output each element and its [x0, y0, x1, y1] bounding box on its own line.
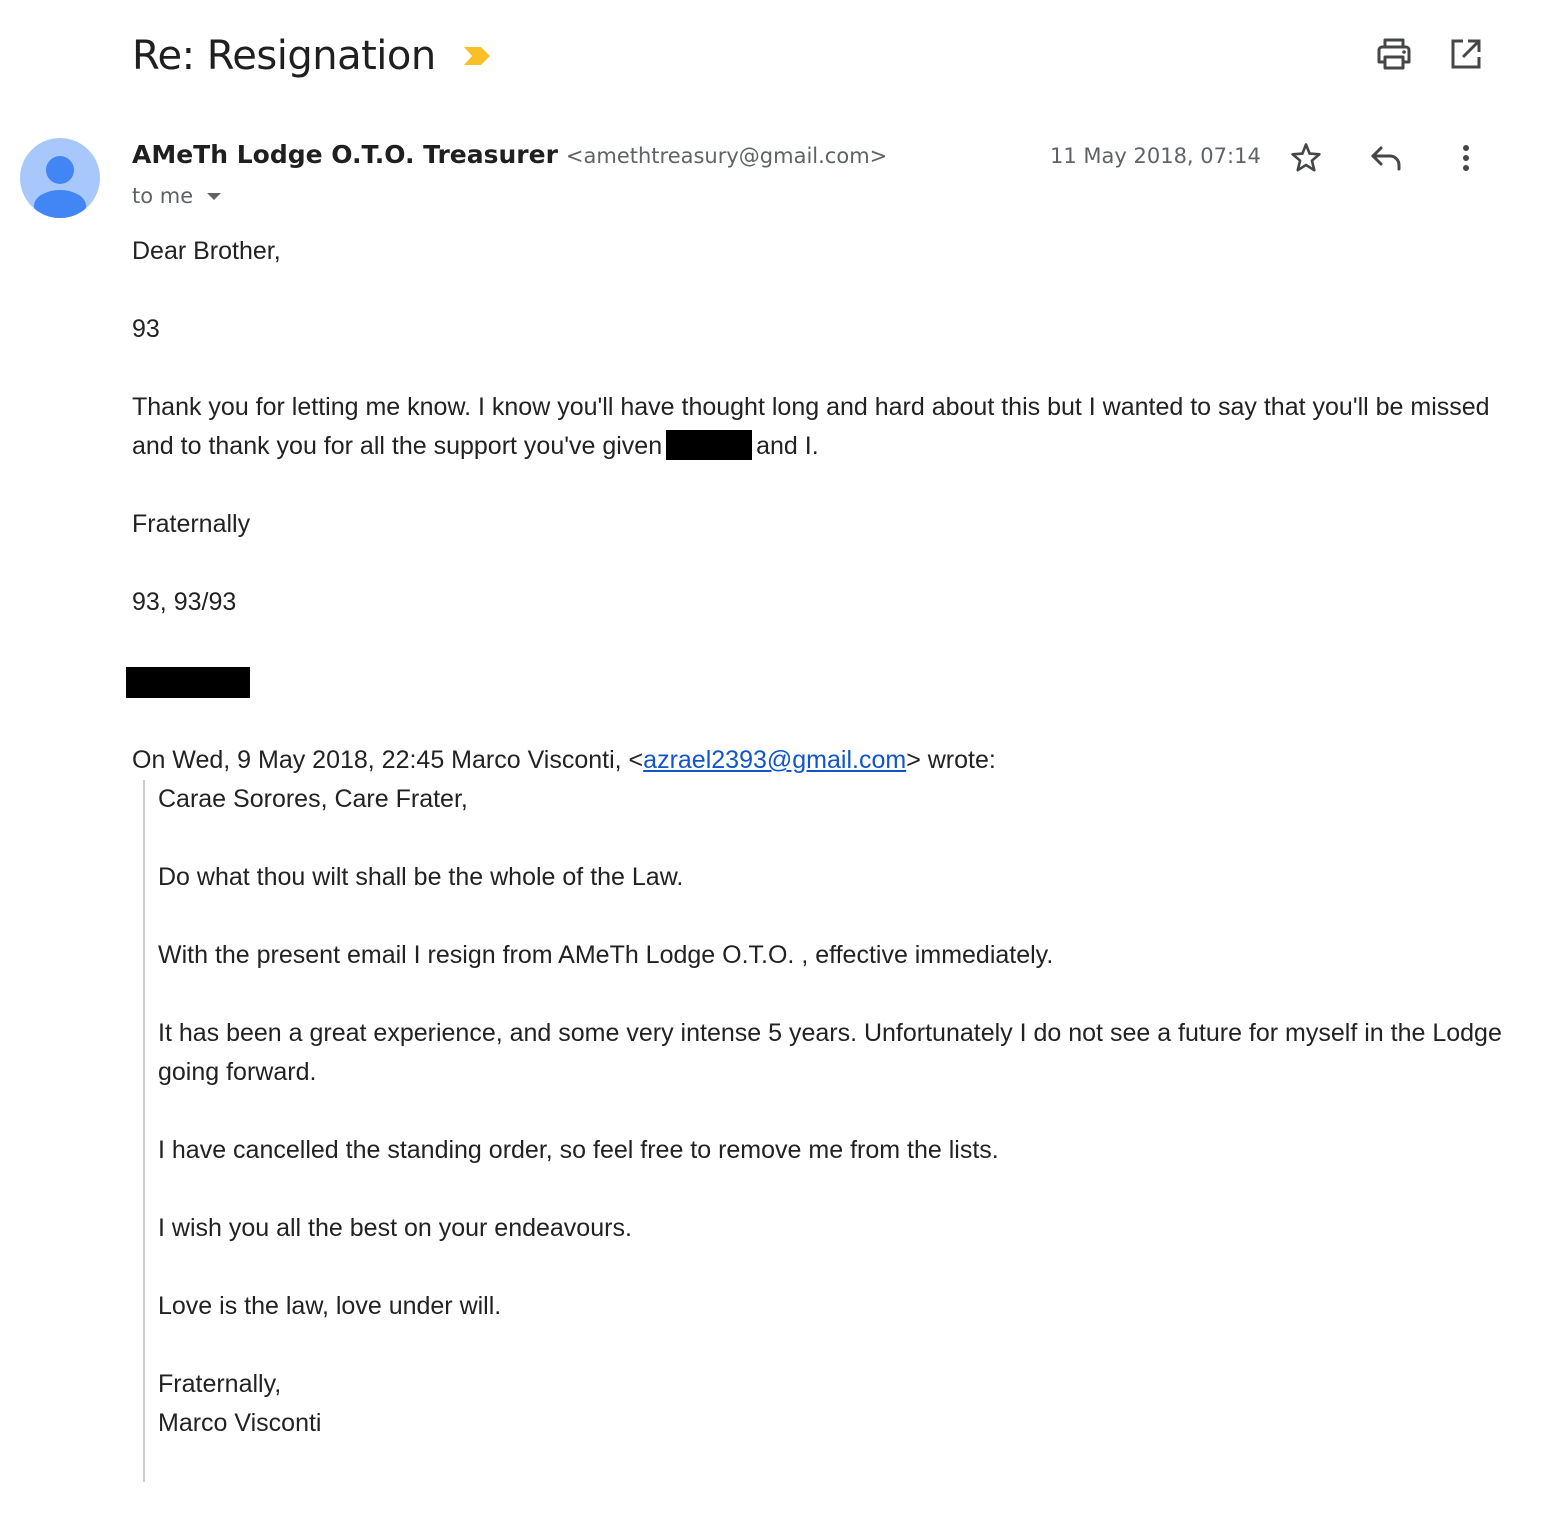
- message-body: [132, 232, 1492, 661]
- attribution-suffix: > wrote:: [906, 746, 996, 774]
- quoted-paragraph: Do what thou wilt shall be the whole of the Law.: [158, 863, 684, 891]
- quoted-paragraph: I wish you all the best on your endeavours.: [158, 1214, 632, 1242]
- quoted-message: [143, 780, 1503, 1482]
- sender-email: <amethtreasury@gmail.com>: [565, 144, 888, 168]
- closing: Fraternally: [132, 510, 251, 538]
- recipient-details-toggle[interactable]: [132, 184, 221, 208]
- chevron-down-icon: [207, 193, 221, 200]
- attribution-email-link[interactable]: azrael2393@gmail.com: [643, 746, 907, 774]
- person-icon: [20, 138, 100, 218]
- recipient-label: to me: [132, 184, 194, 208]
- subject-row: [132, 26, 492, 86]
- greeting: Dear Brother,: [132, 237, 281, 265]
- email-timestamp: 11 May 2018, 07:14: [1050, 144, 1261, 168]
- quote-attribution: [132, 741, 996, 780]
- importance-marker-icon[interactable]: [462, 45, 492, 67]
- attribution-prefix: On Wed, 9 May 2018, 22:45 Marco Visconti, <: [132, 746, 644, 774]
- redacted-signature: [126, 667, 250, 698]
- quoted-paragraph: Love is the law, love under will.: [158, 1292, 502, 1320]
- quoted-paragraph: I have cancelled the standing order, so feel free to remove me from the lists.: [158, 1136, 999, 1164]
- avatar: [20, 138, 100, 218]
- quoted-signature: Marco Visconti: [158, 1409, 322, 1437]
- quoted-paragraph: It has been a great experience, and some very intense 5 years. Unfortunately I do not see a future for myself in the Lodge going forward.: [158, 1019, 1502, 1086]
- open-in-new-window-icon[interactable]: [1446, 34, 1486, 74]
- sender-line: [132, 140, 887, 176]
- closing-93: 93, 93/93: [132, 588, 237, 616]
- print-icon[interactable]: [1374, 34, 1414, 74]
- redaction-block: [666, 430, 752, 460]
- quoted-greeting: Carae Sorores, Care Frater,: [158, 785, 468, 813]
- salutation-93: 93: [132, 315, 160, 343]
- sender-name[interactable]: AMeTh Lodge O.T.O. Treasurer: [132, 140, 558, 169]
- more-vertical-icon[interactable]: [1446, 138, 1486, 178]
- quoted-signoff: Fraternally,: [158, 1370, 282, 1398]
- quoted-paragraph: With the present email I resign from AMeTh Lodge O.T.O. , effective immediately.: [158, 941, 1054, 969]
- reply-icon[interactable]: [1366, 138, 1406, 178]
- thanks-text: Thank you for letting me know. I know you'll have thought long and hard about this but I wanted to say that you'll be missed and to thank you for all the support you've given: [132, 393, 1490, 460]
- thanks-text-end: and I.: [756, 432, 819, 460]
- thanks-paragraph: [132, 388, 1492, 466]
- star-icon[interactable]: [1286, 138, 1326, 178]
- email-subject: Re: Resignation: [132, 33, 436, 79]
